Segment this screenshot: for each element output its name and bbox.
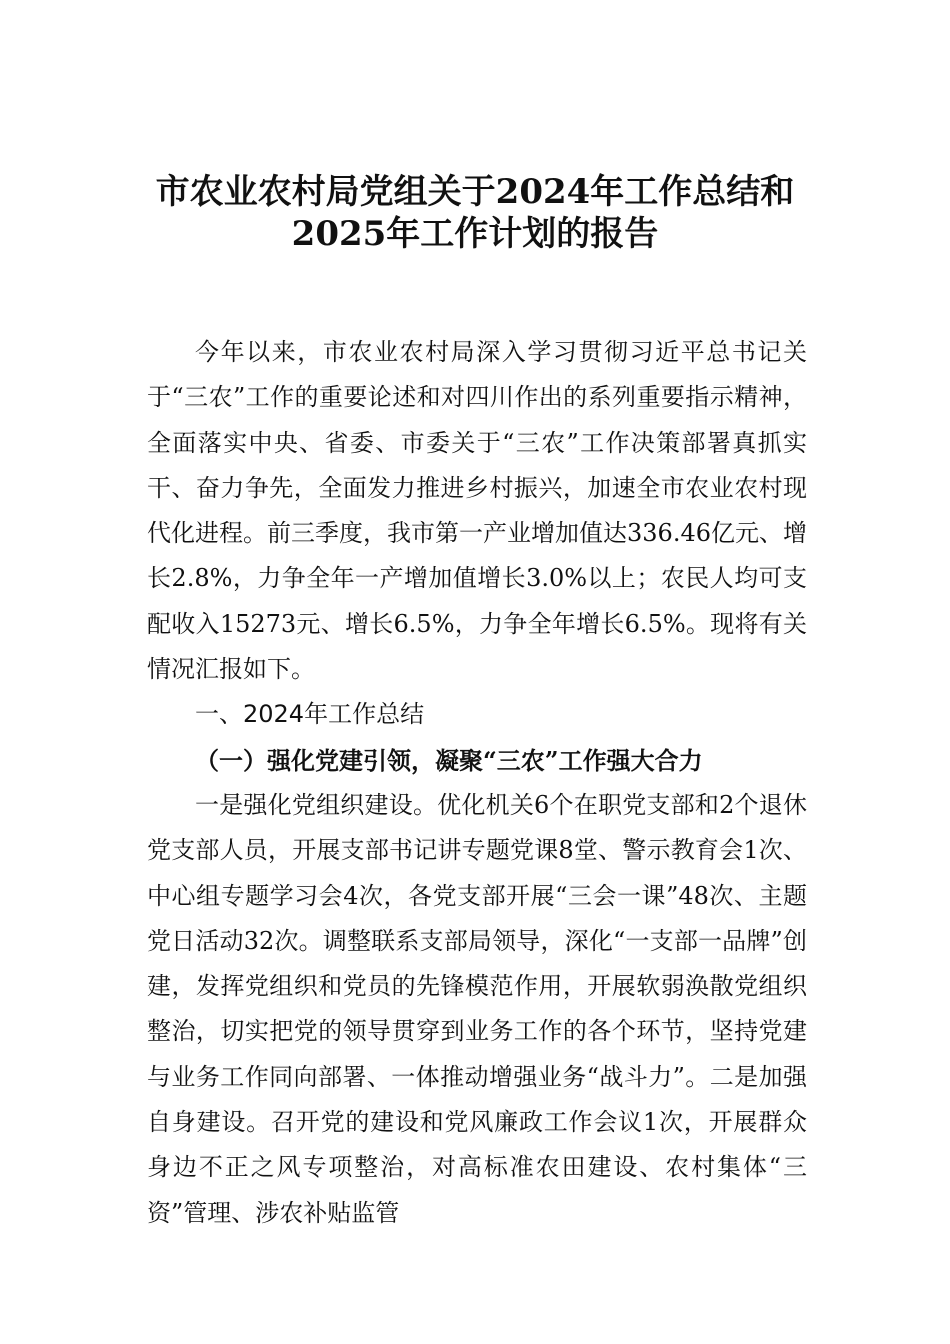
document-title-line-2: 2025年工作计划的报告: [291, 214, 659, 254]
document-title-line-1: 市农业农村局党组关于2024年工作总结和: [155, 172, 795, 212]
subsection-paragraph: 一是强化党组织建设。优化机关6个在职党支部和2个退休党支部人员，开展支部书记讲专题党课8堂、警示教育会1次、中心组专题学习会4次，各党支部开展“三会一课”48次、主题党日活动32次。调整联系支部局领导，深化“一支部一品牌”创建，发挥党组织和党员的先锋模范作用，开展软弱涣散党组织整治，切实把党的领导贯穿到业务工作的各个环节，坚持党建与业务工作同向部署、一体推动增强业务“战斗力”。二是加强自身建设。召开党的建设和党风廉政工作会议1次，开展群众身边不正之风专项整治，对高标准农田建设、农村集体“三资”管理、涉农补贴监管: [147, 790, 807, 1227]
subsection-heading: （一）强化党建引领，凝聚“三农”工作强大合力: [195, 745, 703, 775]
document-body: [147, 330, 807, 1236]
intro-paragraph: 今年以来，市农业农村局深入学习贯彻习近平总书记关于“三农”工作的重要论述和对四川作出的系列重要指示精神，全面落实中央、省委、市委关于“三农”工作决策部署真抓实干、奋力争先，全面发力推进乡村振兴，加速全市农业农村现代化进程。前三季度，我市第一产业增加值达336.46亿元、增长2.8%，力争全年一产增加值增长3.0%以上；农民人均可支配收入15273元、增长6.5%，力争全年增长6.5%。现将有关情况汇报如下。: [147, 338, 807, 684]
section-heading: 一、2024年工作总结: [195, 700, 425, 729]
